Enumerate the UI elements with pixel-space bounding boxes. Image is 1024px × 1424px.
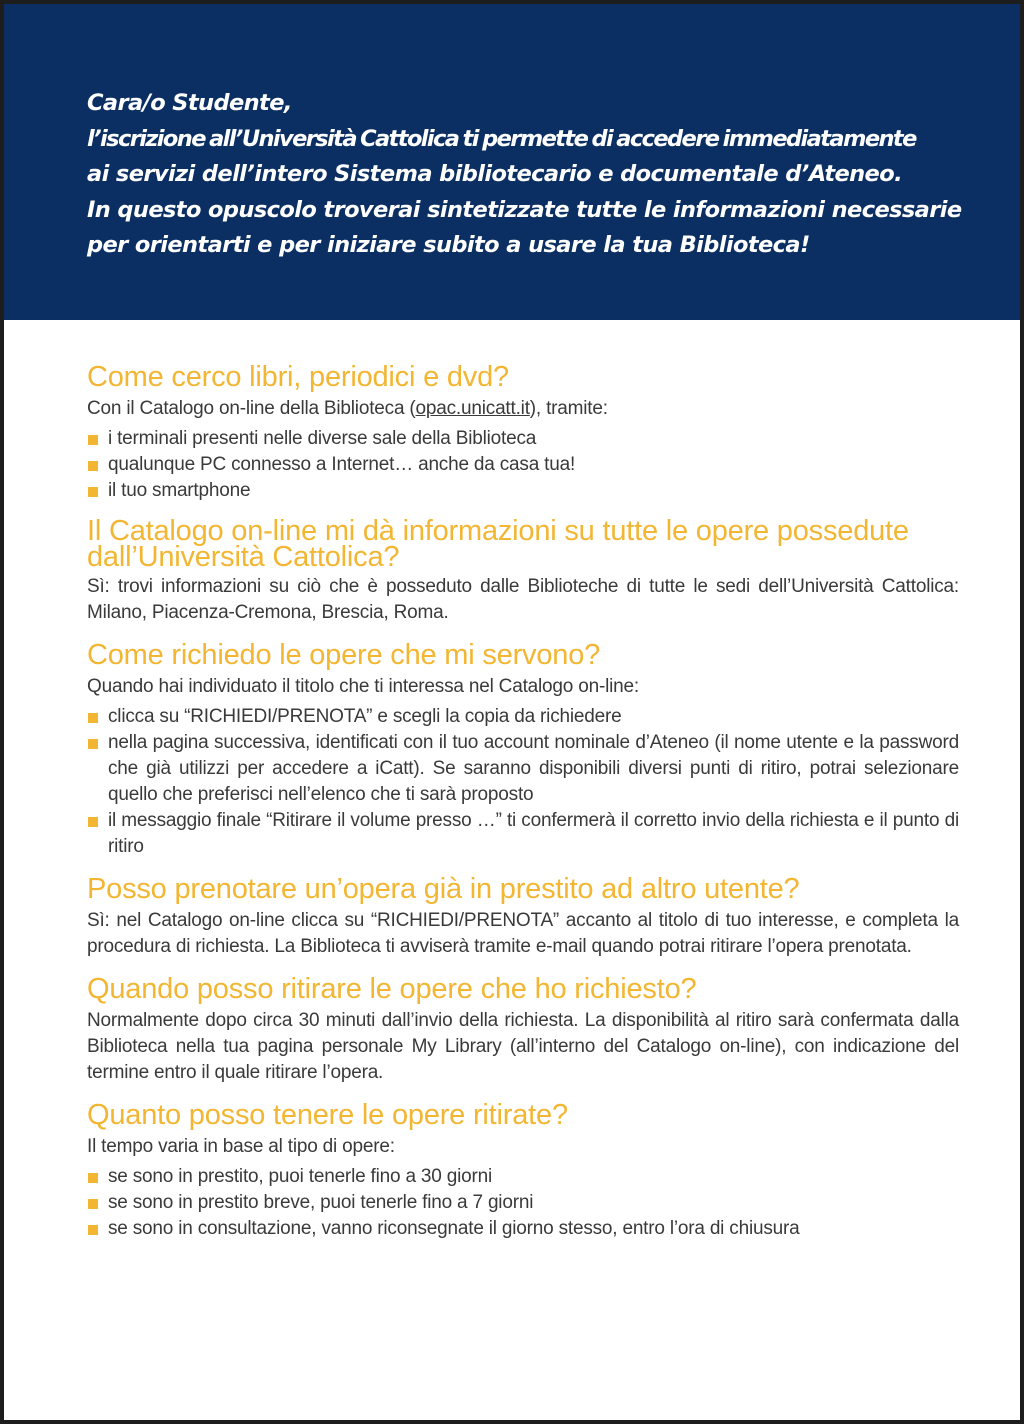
list-item: [87, 452, 959, 478]
intro-line: Cara/o Studente,: [87, 90, 292, 116]
section-heading: Come cerco libri, periodici e dvd?: [87, 361, 509, 393]
intro-line: ai servizi dell’intero Sistema bibliotecario e documentale d’Ateneo.: [87, 161, 903, 187]
list-item-text: i terminali presenti nelle diverse sale della Biblioteca: [108, 428, 537, 449]
section-heading: Posso prenotare un’opera già in prestito ad altro utente?: [87, 873, 800, 905]
bullet-square-icon: [88, 739, 98, 749]
brochure-page: [4, 4, 1020, 1420]
list-item-text: clicca su “RICHIEDI/PRENOTA” e scegli la copia da richiedere: [108, 706, 622, 727]
faq-section: [87, 362, 959, 504]
intro-line: In questo opuscolo troverai sintetizzate tutte le informazioni necessarie: [87, 196, 962, 223]
list-item: [87, 1216, 959, 1242]
text-fragment: Con il Catalogo on-line della Biblioteca (: [87, 398, 416, 419]
list-item: [87, 730, 959, 808]
faq-section: [87, 1100, 959, 1242]
list-item: [87, 704, 959, 730]
section-text: Sì: nel Catalogo on-line clicca su “RICHIEDI/PRENOTA” accanto al titolo di tuo interesse, e completa la procedura di richiesta. La Biblioteca ti avviserà tramite e-mail quando potrai ritirare l’opera prenotata.: [87, 910, 959, 957]
section-text: [87, 396, 959, 422]
section-text: Quando hai individuato il titolo che ti interessa nel Catalogo on-line:: [87, 676, 639, 697]
list-item: [87, 478, 959, 504]
list-item: [87, 808, 959, 860]
intro-banner: [4, 4, 1020, 320]
list-item-text: se sono in consultazione, vanno riconsegnate il giorno stesso, entro l’ora di chiusura: [108, 1218, 800, 1239]
faq-section: [87, 974, 959, 1086]
section-text: Il tempo varia in base al tipo di opere:: [87, 1136, 395, 1157]
intro-line: l’iscrizione all’Università Cattolica ti permette di accedere immediatamente: [87, 125, 916, 152]
list-item: [87, 426, 959, 452]
section-heading: Quanto posso tenere le opere ritirate?: [87, 1099, 568, 1131]
section-text: Normalmente dopo circa 30 minuti dall’invio della richiesta. La disponibilità al ritiro sarà confermata dalla Biblioteca nella tua pagina personale My Library (all’interno del Catalogo on-line), con indicazione del termine entro il quale ritirare l’opera.: [87, 1010, 959, 1083]
faq-section: [87, 515, 959, 626]
list-item-text: nella pagina successiva, identificati con il tuo account nominale d’Ateneo (il nome utente e la password che già utilizzi per accedere a iCatt). Se saranno disponibili diversi punti di ritiro, potrai selezionare quello che preferisci nell’elenco che ti sarà proposto: [108, 732, 959, 805]
list-item: [87, 1190, 959, 1216]
list-item-text: se sono in prestito, puoi tenerle fino a 30 giorni: [108, 1166, 492, 1187]
bullet-square-icon: [88, 1199, 98, 1209]
text-fragment: ), tramite:: [529, 398, 608, 419]
bullet-list: [87, 1164, 959, 1242]
list-item: [87, 1164, 959, 1190]
bullet-square-icon: [88, 713, 98, 723]
section-text: Sì: trovi informazioni su ciò che è posseduto dalle Biblioteche di tutte le sedi dell’Università Cattolica: Milano, Piacenza-Cremona, Brescia, Roma.: [87, 576, 959, 623]
list-item-text: il messaggio finale “Ritirare il volume presso …” ti confermerà il corretto invio della richiesta e il punto di ritiro: [108, 810, 959, 857]
section-heading: Come richiedo le opere che mi servono?: [87, 639, 601, 671]
section-heading: Il Catalogo on-line mi dà informazioni su tutte le opere possedute dall’Università Cattolica?: [87, 515, 909, 573]
opac-link[interactable]: opac.unicatt.it: [415, 398, 530, 419]
faq-section: [87, 874, 959, 960]
faq-content: [87, 362, 959, 1256]
intro-message: [87, 86, 962, 264]
bullet-square-icon: [88, 487, 98, 497]
bullet-square-icon: [88, 817, 98, 827]
list-item-text: il tuo smartphone: [108, 480, 251, 501]
list-item-text: qualunque PC connesso a Internet… anche da casa tua!: [108, 454, 576, 475]
intro-line: per orientarti e per iniziare subito a usare la tua Biblioteca!: [87, 232, 810, 258]
bullet-square-icon: [88, 435, 98, 445]
bullet-square-icon: [88, 1173, 98, 1183]
bullet-list: [87, 704, 959, 860]
bullet-list: [87, 426, 959, 504]
bullet-square-icon: [88, 1225, 98, 1235]
faq-section: [87, 640, 959, 860]
section-heading: Quando posso ritirare le opere che ho richiesto?: [87, 973, 697, 1005]
list-item-text: se sono in prestito breve, puoi tenerle fino a 7 giorni: [108, 1192, 534, 1213]
bullet-square-icon: [88, 461, 98, 471]
